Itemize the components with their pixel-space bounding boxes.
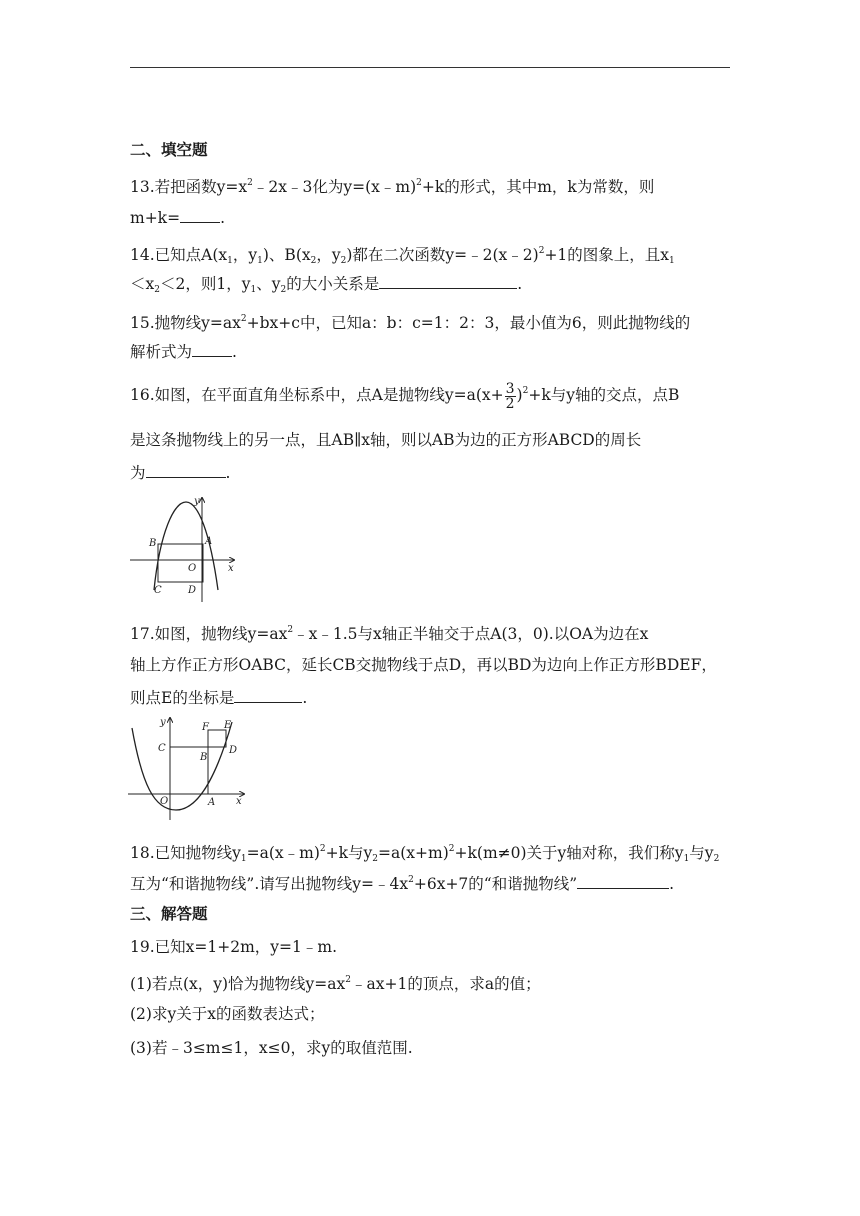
label-c: C [158, 743, 166, 754]
parabola-curve [132, 722, 232, 810]
answer-blank[interactable] [577, 874, 669, 889]
section-heading-solve: 三、解答题 [130, 905, 208, 923]
label-f: F [202, 722, 209, 733]
answer-blank[interactable] [180, 208, 220, 223]
label-d: D [229, 745, 238, 756]
label-o: O [160, 796, 169, 807]
question-13-line2: m+k= . [130, 209, 226, 227]
question-14-line2: $<x_2<2$，则1，$y_1$、$y_2$的大小关系是 . [130, 275, 523, 295]
question-16-line3: 为 . [130, 464, 231, 482]
question-14: 14.已知点$A(x_1$，$y_1$)、$B(x_2$，$y_2$)都在二次函数y=﹣2(x﹣2)$^2$+1的图象上，且$x_1$ [130, 246, 675, 266]
answer-blank[interactable] [146, 463, 226, 478]
question-18-line2: 互为“和谐抛物线”.请写出抛物线$y=﹣4x^2+6x+7$的“和谐抛物线” . [130, 875, 675, 893]
answer-blank[interactable] [379, 274, 517, 289]
question-17: 17.如图，抛物线$y=ax^2﹣x﹣1.5$与x轴正半轴交于点A(3，0).以OA为边在x [130, 625, 649, 643]
square-bdef [208, 730, 226, 747]
q17-parabola-figure [128, 714, 248, 824]
label-b: B [149, 538, 157, 549]
question-18: 18.已知抛物线$y_1=a(x﹣m)^2+k$与$y_2=a(x+m)^2+k(m\ne 0)$关于y轴对称，我们称$y_1$与$y_2$ [130, 844, 720, 864]
label-y: y [160, 717, 166, 728]
label-c: C [154, 585, 162, 596]
label-o: O [188, 563, 197, 574]
question-15-line2: 解析式为 . [130, 343, 237, 361]
question-17-line2: 轴上方作正方形OABC，延长CB交抛物线于点D，再以BD为边向上作正方形BDEF， [130, 656, 717, 674]
question-19-part1: (1)若点(x，y)恰为抛物线$y=ax^2﹣ax+1$的顶点，求a的值； [130, 975, 541, 993]
label-b: B [200, 752, 208, 763]
label-a: A [208, 797, 216, 808]
answer-blank[interactable] [234, 688, 302, 703]
section-heading-fill-blank: 二、填空题 [130, 141, 208, 159]
header-rule [130, 67, 730, 68]
label-e: E [224, 720, 232, 731]
label-a: A [205, 536, 213, 547]
label-d: D [188, 585, 197, 596]
question-16-line2: 是这条抛物线上的另一点，且AB∥x轴，则以AB为边的正方形ABCD的周长 [130, 431, 642, 449]
fraction-three-halves: $\frac{3}{2}$ [505, 380, 515, 412]
question-13: 13.若把函数$y=x^2﹣2x﹣3$化为y=(x﹣m)$^2$+k的形式，其中m，k为常数，则 [130, 178, 655, 196]
q16-parabola-figure [130, 492, 240, 606]
question-16: 16.如图，在平面直角坐标系中，点A是抛物线y=a(x+ $\frac{3}{2}$ )$^2$+k与y轴的交点，点B [130, 380, 680, 412]
square-abcd [158, 544, 203, 582]
label-x: x [228, 563, 234, 574]
answer-blank[interactable] [192, 342, 232, 357]
question-19-part3: (3)若﹣3≤m≤1，x≤0，求y的取值范围. [130, 1039, 413, 1057]
label-y: y [194, 496, 200, 507]
label-x: x [236, 796, 242, 807]
question-19: 19.已知x=1+2m，y=1﹣m. [130, 938, 338, 956]
question-19-part2: (2)求y关于x的函数表达式； [130, 1005, 325, 1023]
question-15: 15.抛物线$y=ax^2+bx+c$中，已知a：b：c=1：2：3，最小值为6，则此抛物线的 [130, 314, 691, 332]
question-17-line3: 则点E的坐标是 . [130, 689, 308, 707]
